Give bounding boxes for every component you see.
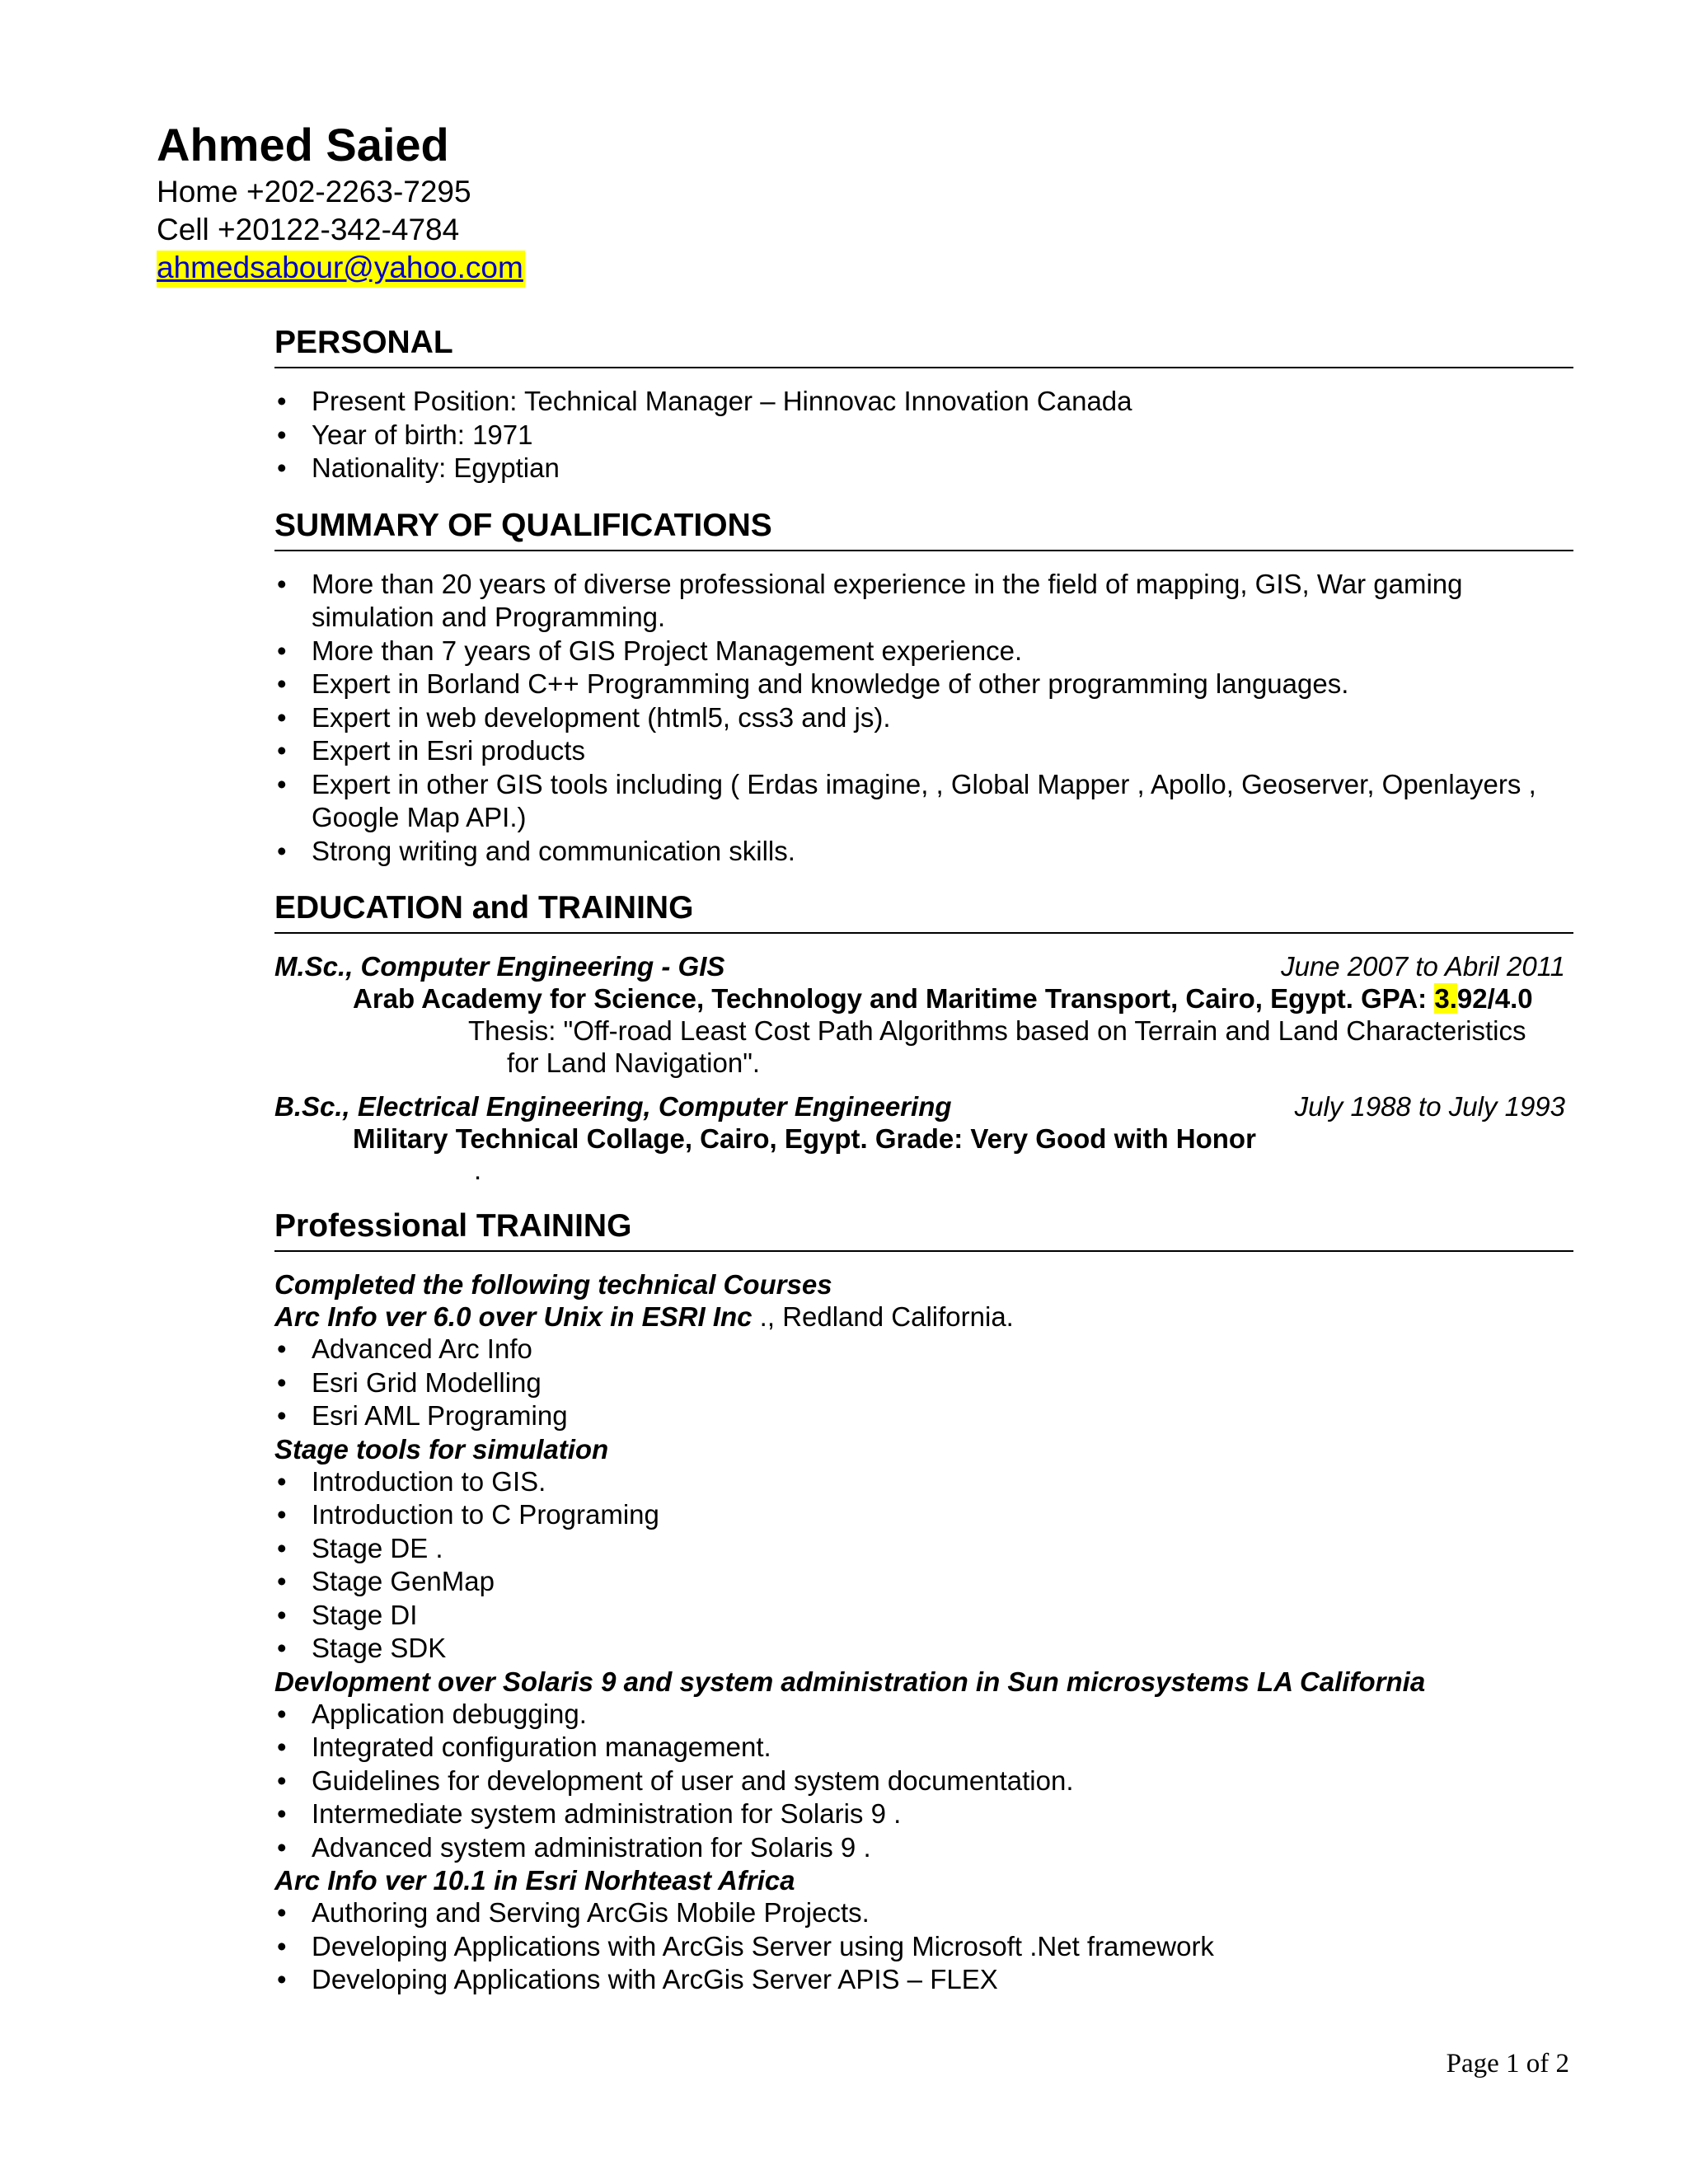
candidate-name: Ahmed Saied (157, 119, 449, 171)
section-title-education: EDUCATION and TRAINING (274, 888, 1573, 934)
bsc-dot: . (474, 1155, 482, 1185)
personal-section (274, 323, 1573, 485)
bsc-degree: B.Sc., Electrical Engineering, Computer Engineering (274, 1091, 952, 1122)
list-item: • Introduction to C Programing (274, 1498, 1573, 1532)
list-item: • Integrated configuration management. (274, 1731, 1573, 1765)
course-group-heading: Stage tools for simulation (274, 1433, 609, 1465)
section-title-personal: PERSONAL (274, 323, 1573, 368)
course-list (274, 1465, 1573, 1666)
list-item: • Guidelines for development of user and system documentation. (274, 1765, 1573, 1798)
msc-dates: June 2007 to Abril 2011 (1281, 951, 1565, 982)
list-item: • Esri AML Programing (274, 1399, 1573, 1433)
course-list (274, 1698, 1573, 1865)
list-item: • Stage DE . (274, 1532, 1573, 1566)
list-item: • Stage GenMap (274, 1565, 1573, 1599)
list-item: • Advanced Arc Info (274, 1333, 1573, 1366)
msc-school: Arab Academy for Science, Technology and Maritime Transport, Cairo, Egypt. GPA: 3.92/4.0 (353, 983, 1533, 1014)
list-item: • Advanced system administration for Solaris 9 . (274, 1831, 1573, 1865)
list-item: • More than 20 years of diverse professional experience in the field of mapping, GIS, War gaming simulation and Programming. (274, 568, 1573, 635)
list-item: • Application debugging. (274, 1698, 1573, 1732)
list-item: • Strong writing and communication skills. (274, 835, 1573, 869)
page-number: Page 1 of 2 (1446, 2049, 1569, 2079)
training-section (274, 1207, 1573, 1997)
course-group-heading: Devlopment over Solaris 9 and system administration in Sun microsystems LA California (274, 1666, 1426, 1697)
resume-content (274, 323, 1573, 2018)
list-item: • Esri Grid Modelling (274, 1366, 1573, 1400)
list-item: • Year of birth: 1971 (274, 419, 1573, 452)
list-item: • Introduction to GIS. (274, 1465, 1573, 1499)
list-item: • Expert in Esri products (274, 734, 1573, 768)
list-item: • Present Position: Technical Manager – Hinnovac Innovation Canada (274, 385, 1573, 419)
education-section (274, 888, 1573, 1186)
list-item: • Nationality: Egyptian (274, 452, 1573, 485)
home-phone: Home +202-2263-7295 (157, 175, 471, 209)
list-item: • Expert in Borland C++ Programming and knowledge of other programming languages. (274, 668, 1573, 701)
section-title-training: Professional TRAINING (274, 1207, 1573, 1252)
msc-thesis-cont: for Land Navigation". (507, 1047, 761, 1078)
gpa-highlight: 3. (1434, 983, 1457, 1014)
list-item: • Developing Applications with ArcGis Server APIS – FLEX (274, 1963, 1573, 1997)
list-item: • More than 7 years of GIS Project Management experience. (274, 635, 1573, 668)
summary-section (274, 506, 1573, 869)
course-list (274, 1333, 1573, 1433)
personal-list (274, 385, 1573, 485)
training-intro: Completed the following technical Courses (274, 1269, 832, 1300)
bsc-school: Military Technical Collage, Cairo, Egypt. Grade: Very Good with Honor (353, 1123, 1256, 1154)
list-item: • Expert in other GIS tools including ( Erdas imagine, , Global Mapper , Apollo, Geoserver, Openlayers , Google Map API.) (274, 768, 1573, 835)
cell-phone: Cell +20122-342-4784 (157, 213, 460, 246)
list-item: • Authoring and Serving ArcGis Mobile Projects. (274, 1896, 1573, 1930)
resume-header (157, 117, 525, 287)
bsc-dates: July 1988 to July 1993 (1294, 1091, 1565, 1122)
list-item: • Stage DI (274, 1599, 1573, 1633)
section-title-summary: SUMMARY OF QUALIFICATIONS (274, 506, 1573, 551)
msc-thesis: Thesis: "Off-road Least Cost Path Algorithms based on Terrain and Land Characteristics (468, 1015, 1526, 1046)
course-list (274, 1896, 1573, 1997)
list-item: • Intermediate system administration for Solaris 9 . (274, 1797, 1573, 1831)
bsc-entry (274, 1090, 1573, 1122)
email-link[interactable]: ahmedsabour@yahoo.com (157, 251, 525, 288)
summary-list (274, 568, 1573, 869)
msc-entry (274, 950, 1573, 982)
course-group-heading: Arc Info ver 10.1 in Esri Norhteast Africa (274, 1865, 795, 1896)
course-group-heading: Arc Info ver 6.0 over Unix in ESRI Inc ., Redland California. (274, 1301, 1014, 1332)
list-item: • Stage SDK (274, 1632, 1573, 1666)
msc-degree: M.Sc., Computer Engineering - GIS (274, 951, 725, 982)
list-item: • Expert in web development (html5, css3 and js). (274, 701, 1573, 735)
list-item: • Developing Applications with ArcGis Server using Microsoft .Net framework (274, 1930, 1573, 1964)
